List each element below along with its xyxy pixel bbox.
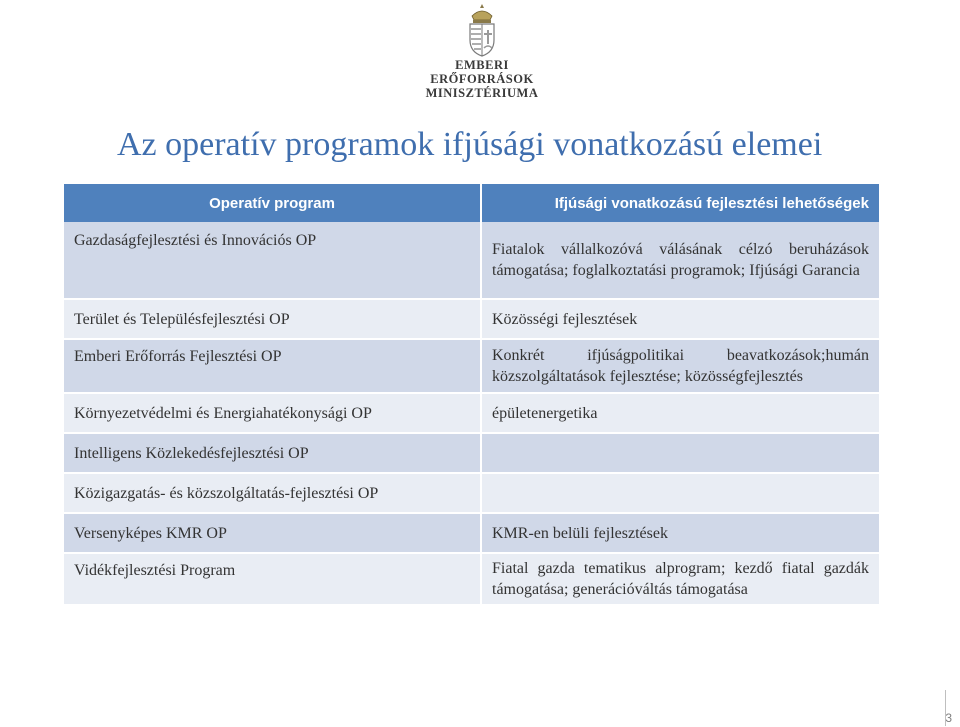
table-row bbox=[64, 393, 879, 433]
hungarian-coat-of-arms-icon bbox=[462, 2, 502, 58]
logo-line-2: MINISZTÉRIUMA bbox=[425, 86, 539, 100]
program-cell: Környezetvédelmi és Energiahatékonysági OP bbox=[64, 393, 481, 433]
program-cell: Gazdaságfejlesztési és Innovációs OP bbox=[64, 222, 481, 299]
table-row bbox=[64, 433, 879, 473]
page-number: 3 bbox=[945, 711, 952, 725]
development-cell: KMR-en belüli fejlesztések bbox=[481, 513, 879, 553]
development-cell bbox=[481, 433, 879, 473]
development-cell: Közösségi fejlesztések bbox=[481, 299, 879, 339]
development-cell: Fiatal gazda tematikus alprogram; kezdő fiatal gazdák támogatása; generációváltás támogatása bbox=[481, 553, 879, 605]
program-cell: Intelligens Közlekedésfejlesztési OP bbox=[64, 433, 481, 473]
table-row bbox=[64, 553, 879, 605]
table-row bbox=[64, 473, 879, 513]
header-youth-development: Ifjúsági vonatkozású fejlesztési lehetőségek bbox=[481, 184, 879, 222]
ministry-logo bbox=[408, 2, 556, 100]
program-cell: Közigazgatás- és közszolgáltatás-fejlesztési OP bbox=[64, 473, 481, 513]
programs-table bbox=[64, 184, 879, 606]
program-cell: Versenyképes KMR OP bbox=[64, 513, 481, 553]
development-cell: Konkrét ifjúságpolitikai beavatkozások;humán közszolgáltatások fejlesztése; közösségfejlesztés bbox=[481, 339, 879, 393]
program-cell: Terület és Településfejlesztési OP bbox=[64, 299, 481, 339]
development-cell bbox=[481, 473, 879, 513]
table-row bbox=[64, 513, 879, 553]
header-operative-program: Operatív program bbox=[64, 184, 481, 222]
development-cell: épületenergetika bbox=[481, 393, 879, 433]
table-row bbox=[64, 339, 879, 393]
slide-title: Az operatív programok ifjúsági vonatkozású elemei bbox=[117, 126, 823, 163]
development-cell: Fiatalok vállalkozóvá válásának célzó beruházások támogatása; foglalkoztatási programok; Ifjúsági Garancia bbox=[481, 222, 879, 299]
table-row bbox=[64, 222, 879, 299]
logo-line-1: EMBERI ERŐFORRÁSOK bbox=[430, 58, 534, 86]
program-cell: Emberi Erőforrás Fejlesztési OP bbox=[64, 339, 481, 393]
table-header-row bbox=[64, 184, 879, 222]
program-cell: Vidékfejlesztési Program bbox=[64, 553, 481, 605]
table-row bbox=[64, 299, 879, 339]
